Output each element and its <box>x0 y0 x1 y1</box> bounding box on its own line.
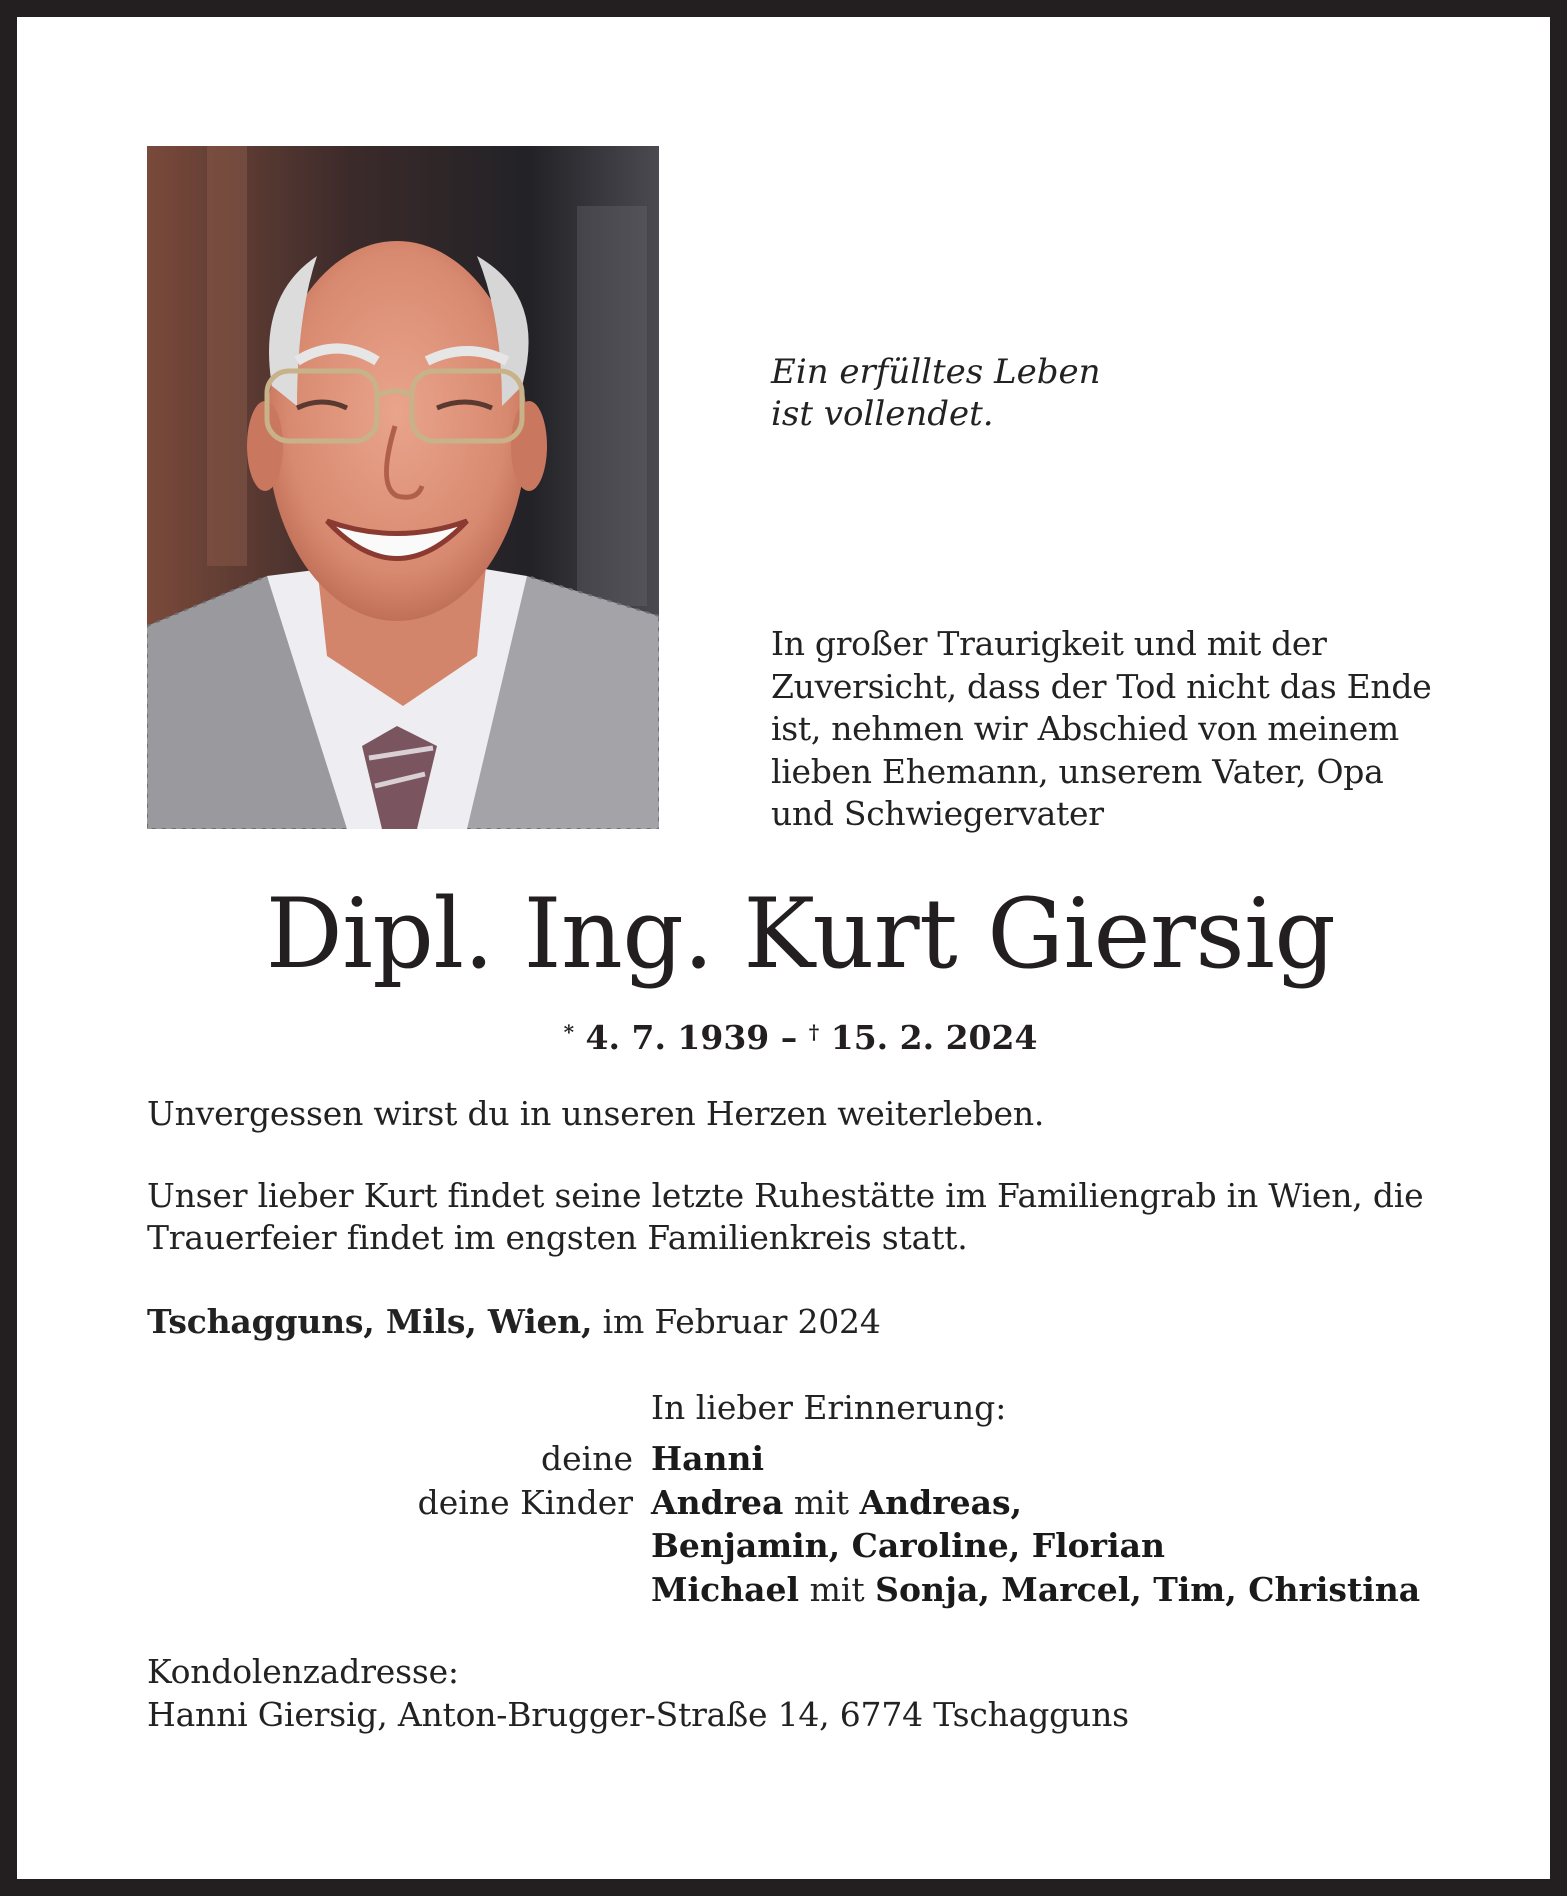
portrait-photo <box>147 146 659 829</box>
intro-line-5: und Schwiegervater <box>771 794 1104 833</box>
family-row-child-2 <box>17 1568 1567 1612</box>
motto-line-1: Ein erfülltes Leben <box>771 352 1101 392</box>
intro-paragraph <box>771 623 1454 836</box>
family-row-children <box>17 1481 1567 1525</box>
remembrance-text: Unvergessen wirst du in unseren Herzen weiterleben. <box>147 1094 1045 1133</box>
with-word-2: mit <box>799 1569 876 1609</box>
family-row-grandchildren <box>17 1524 1567 1568</box>
deceased-name: Dipl. Ing. Kurt Giersig <box>265 878 1336 990</box>
life-dates <box>17 1010 1567 1060</box>
intro-line-2: Zuversicht, dass der Tod nicht das Ende <box>771 666 1432 706</box>
funeral-text <box>147 1175 1423 1259</box>
death-symbol: † <box>808 1020 820 1044</box>
child-2-name: Michael <box>651 1569 800 1609</box>
child-1-spouse: Andreas, <box>859 1482 1023 1522</box>
death-date: 15. 2. 2024 <box>830 1018 1038 1057</box>
birth-date: 4. 7. 1939 <box>585 1018 770 1057</box>
wife-relation: deine <box>541 1439 633 1478</box>
date-separator: – <box>769 1018 809 1057</box>
intro-line-1: In großer Traurigkeit und mit der <box>771 624 1327 663</box>
family-heading: In lieber Erinnerung: <box>651 1388 1007 1427</box>
funeral-line-2: Trauerfeier findet im engsten Familienkreis statt. <box>147 1218 968 1257</box>
with-word-1: mit <box>783 1482 860 1522</box>
family-row-wife <box>17 1437 1567 1481</box>
condolence-address: Hanni Giersig, Anton-Brugger-Straße 14, 6774 Tschagguns <box>147 1695 1129 1734</box>
motto-line-2: ist vollendet. <box>771 394 994 434</box>
birth-symbol: * <box>563 1020 575 1044</box>
places: Tschagguns, Mils, Wien, <box>147 1302 593 1341</box>
announcement-date: im Februar 2024 <box>592 1302 881 1341</box>
funeral-line-1: Unser lieber Kurt findet seine letzte Ruhestätte im Familiengrab in Wien, die <box>147 1176 1424 1215</box>
intro-line-4: lieben Ehemann, unserem Vater, Opa <box>771 751 1384 791</box>
family-list <box>17 1437 1567 1611</box>
grandchildren-1: Benjamin, Caroline, Florian <box>651 1526 1165 1565</box>
intro-line-3: ist, nehmen wir Abschied von meinem <box>771 709 1399 748</box>
children-relation: deine Kinder <box>417 1482 633 1522</box>
motto-quote <box>771 351 1101 435</box>
child-2-family: Sonja, Marcel, Tim, Christina <box>875 1569 1421 1609</box>
wife-name: Hanni <box>651 1439 765 1478</box>
condolence-label: Kondolenzadresse: <box>147 1652 459 1691</box>
condolence-block <box>147 1650 1129 1736</box>
place-date-line <box>147 1301 881 1343</box>
child-1-name: Andrea <box>651 1482 784 1522</box>
